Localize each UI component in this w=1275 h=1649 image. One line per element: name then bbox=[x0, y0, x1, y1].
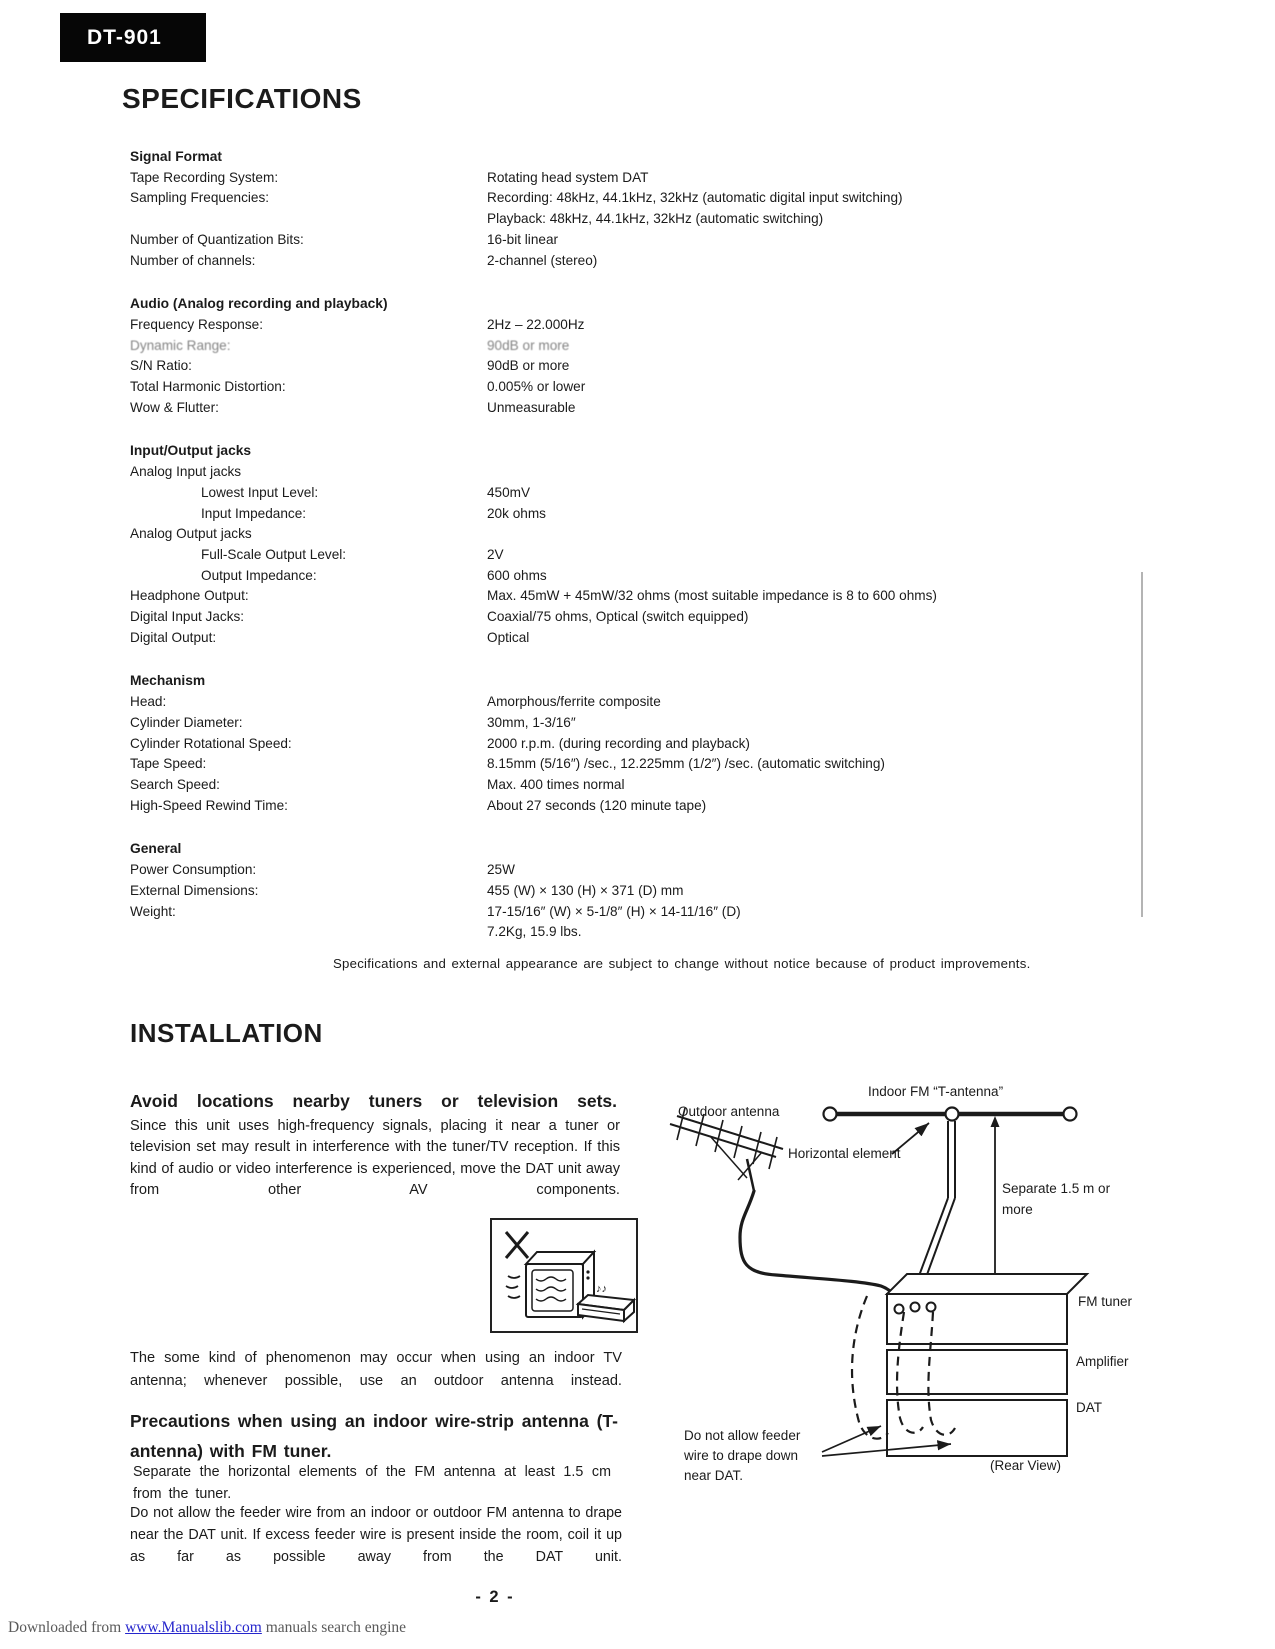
spec-value: About 27 seconds (120 minute tape) bbox=[487, 797, 707, 813]
spec-value: 2V bbox=[487, 546, 504, 562]
specifications-table bbox=[130, 147, 1142, 943]
spec-value bbox=[487, 462, 1142, 483]
footer-suffix: manuals search engine bbox=[261, 1619, 407, 1636]
spec-row bbox=[130, 356, 1142, 377]
spec-value: Amorphous/ferrite composite bbox=[487, 694, 661, 710]
spec-label: Digital Output: bbox=[130, 629, 217, 645]
spec-row bbox=[130, 922, 1142, 943]
rear-view-label: (Rear View) bbox=[990, 1458, 1062, 1473]
horizontal-element-label: Horizontal element bbox=[788, 1146, 901, 1161]
precautions-body-2: Do not allow the feeder wire from an indoor or outdoor FM antenna to drape near the DAT unit. If excess feeder wire is present inside the room, coil it up as far as possible away from the DAT unit. bbox=[130, 1505, 622, 1565]
spec-value: 20k ohms bbox=[487, 505, 546, 521]
spec-value: 30mm, 1-3/16″ bbox=[487, 714, 576, 730]
spec-row bbox=[130, 209, 1142, 230]
spec-value: Max. 45mW + 45mW/32 ohms (most suitable impedance is 8 to 600 ohms) bbox=[487, 588, 937, 604]
spec-row bbox=[130, 860, 1142, 881]
spec-value: 90dB or more bbox=[487, 358, 570, 374]
spec-label: High-Speed Rewind Time: bbox=[130, 797, 288, 813]
spec-value: 2-channel (stereo) bbox=[487, 252, 598, 268]
installation-title: INSTALLATION bbox=[130, 1018, 323, 1048]
spec-label: Head: bbox=[130, 694, 167, 710]
spec-label: Cylinder Rotational Speed: bbox=[130, 735, 292, 751]
scan-artifact-line bbox=[1141, 572, 1143, 917]
spec-label: Dynamic Range: bbox=[130, 337, 231, 353]
spec-row bbox=[130, 881, 1142, 902]
spec-label: Number of Quantization Bits: bbox=[130, 231, 304, 247]
spec-label: Search Speed: bbox=[130, 776, 220, 792]
spec-value: 2Hz – 22.000Hz bbox=[487, 316, 585, 332]
spec-row bbox=[130, 902, 1142, 923]
spec-value: 16-bit linear bbox=[487, 231, 559, 247]
tv-interference-drawing bbox=[492, 1220, 636, 1331]
spec-value: Coaxial/75 ohms, Optical (switch equipped) bbox=[487, 609, 749, 625]
spec-label: Cylinder Diameter: bbox=[130, 714, 243, 730]
model-badge: DT-901 bbox=[60, 13, 206, 62]
spec-row bbox=[130, 734, 1142, 755]
spec-label: Output Impedance: bbox=[201, 567, 317, 583]
spec-row bbox=[130, 315, 1142, 336]
spec-row bbox=[130, 398, 1142, 419]
spec-label: Power Consumption: bbox=[130, 862, 257, 878]
spec-row bbox=[130, 168, 1142, 189]
indoor-tv-antenna-caption: The some kind of phenomenon may occur when using an indoor TV antenna; whenever possible, use an outdoor antenna instead. bbox=[130, 1350, 622, 1389]
spec-row bbox=[130, 566, 1142, 587]
spec-label: Wow & Flutter: bbox=[130, 399, 219, 415]
avoid-locations-heading: Avoid locations nearby tuners or television sets. bbox=[130, 1091, 617, 1111]
spec-row bbox=[130, 504, 1142, 525]
spec-value: Max. 400 times normal bbox=[487, 776, 625, 792]
fm-tuner-label: FM tuner bbox=[1078, 1294, 1133, 1309]
spec-value: 7.2Kg, 15.9 lbs. bbox=[487, 924, 582, 940]
spec-label: Total Harmonic Distortion: bbox=[130, 379, 286, 395]
page-number: - 2 - bbox=[475, 1588, 515, 1606]
spec-value: Optical bbox=[487, 629, 530, 645]
manualslib-link[interactable]: www.Manualslib.com bbox=[125, 1619, 262, 1636]
spec-row bbox=[130, 545, 1142, 566]
section-heading-general: General bbox=[130, 841, 182, 857]
spec-row bbox=[130, 524, 1142, 545]
section-heading-io-jacks: Input/Output jacks bbox=[130, 443, 252, 459]
spec-value: 450mV bbox=[487, 484, 531, 500]
section-heading-audio: Audio (Analog recording and playback) bbox=[130, 296, 388, 312]
spec-row bbox=[130, 796, 1142, 817]
spec-value: Recording: 48kHz, 44.1kHz, 32kHz (automatic digital input switching) bbox=[487, 190, 903, 206]
spec-value: Unmeasurable bbox=[487, 399, 576, 415]
spec-value: 25W bbox=[487, 862, 515, 878]
spec-label bbox=[130, 209, 487, 230]
spec-row bbox=[130, 188, 1142, 209]
spec-value: Playback: 48kHz, 44.1kHz, 32kHz (automatic switching) bbox=[487, 211, 824, 227]
precautions-body-1: Separate the horizontal elements of the FM antenna at least 1.5 cm from the tuner. bbox=[133, 1464, 611, 1502]
spec-row bbox=[130, 230, 1142, 251]
spec-value: 600 ohms bbox=[487, 567, 547, 583]
spec-label: Tape Speed: bbox=[130, 756, 207, 772]
separation-distance-label: Separate 1.5 m or more bbox=[1002, 1181, 1111, 1217]
spec-label: S/N Ratio: bbox=[130, 358, 192, 374]
spec-label: Analog Output jacks bbox=[130, 526, 252, 542]
footer-prefix: Downloaded from bbox=[8, 1619, 126, 1636]
spec-value: 455 (W) × 130 (H) × 371 (D) mm bbox=[487, 882, 684, 898]
spec-label: Number of channels: bbox=[130, 252, 256, 268]
spec-row bbox=[130, 754, 1142, 775]
spec-row bbox=[130, 775, 1142, 796]
feeder-wire-icon bbox=[740, 1191, 899, 1304]
specifications-title: SPECIFICATIONS bbox=[122, 83, 362, 114]
outdoor-antenna-icon bbox=[670, 1108, 783, 1191]
section-heading-signal-format: Signal Format bbox=[130, 149, 222, 164]
manualslib-footer bbox=[8, 1619, 406, 1637]
spec-value: 8.15mm (5/16″) /sec., 12.225mm (1/2″) /sec. (automatic switching) bbox=[487, 756, 885, 772]
indoor-fm-antenna-label: Indoor FM “T-antenna” bbox=[868, 1084, 1004, 1099]
spec-label: Frequency Response: bbox=[130, 316, 263, 332]
spec-row bbox=[130, 336, 1142, 357]
spec-label: Tape Recording System: bbox=[130, 169, 279, 185]
change-without-notice-note: Specifications and external appearance are subject to change without notice because of product improvements. bbox=[333, 956, 1031, 971]
outdoor-antenna-label: Outdoor antenna bbox=[678, 1104, 780, 1119]
music-notes: ♪♪ bbox=[596, 1283, 607, 1295]
section-heading-mechanism: Mechanism bbox=[130, 673, 206, 689]
spec-value: Rotating head system DAT bbox=[487, 169, 649, 185]
spec-row bbox=[130, 713, 1142, 734]
tv-interference-illustration bbox=[490, 1218, 638, 1333]
avoid-locations-body: Since this unit uses high-frequency signals, placing it near a tuner or television set may result in interference with the tuner/TV reception. If this kind of audio or video interference is experienced, move the DAT unit away from other AV components. bbox=[130, 1118, 620, 1199]
separation-arrow-icon bbox=[991, 1116, 1000, 1294]
feeder-warning-label: Do not allow feeder wire to drape down near DAT. bbox=[684, 1428, 801, 1483]
interference-waves-icon bbox=[506, 1276, 520, 1298]
spec-value: 0.005% or lower bbox=[487, 379, 586, 395]
spec-label: External Dimensions: bbox=[130, 882, 259, 898]
amplifier-label: Amplifier bbox=[1076, 1354, 1129, 1369]
spec-label: Full-Scale Output Level: bbox=[201, 546, 347, 562]
antenna-installation-diagram bbox=[650, 1028, 1180, 1488]
spec-label: Headphone Output: bbox=[130, 588, 249, 604]
spec-label: Lowest Input Level: bbox=[201, 484, 319, 500]
spec-value: 90dB or more bbox=[487, 337, 570, 353]
spec-label: Input Impedance: bbox=[201, 505, 307, 521]
spec-label: Digital Input Jacks: bbox=[130, 609, 245, 625]
spec-row bbox=[130, 692, 1142, 713]
precautions-heading: Precautions when using an indoor wire-strip antenna (T-antenna) with FM tuner. bbox=[130, 1411, 618, 1461]
spec-row bbox=[130, 377, 1142, 398]
equipment-rack-icon bbox=[887, 1274, 1087, 1456]
spec-value bbox=[487, 524, 1142, 545]
spec-row bbox=[130, 607, 1142, 628]
spec-row bbox=[130, 483, 1142, 504]
spec-label bbox=[130, 922, 487, 943]
dat-label: DAT bbox=[1076, 1400, 1102, 1415]
spec-row bbox=[130, 462, 1142, 483]
spec-label: Weight: bbox=[130, 903, 176, 919]
spec-row bbox=[130, 628, 1142, 649]
spec-row bbox=[130, 586, 1142, 607]
spec-value: 2000 r.p.m. (during recording and playback) bbox=[487, 735, 750, 751]
spec-value: 17-15/16″ (W) × 5-1/8″ (H) × 14-11/16″ (D) bbox=[487, 903, 741, 919]
spec-row bbox=[130, 251, 1142, 272]
spec-label: Analog Input jacks bbox=[130, 464, 242, 480]
spec-label: Sampling Frequencies: bbox=[130, 190, 270, 206]
warning-arrow-icon bbox=[822, 1426, 881, 1452]
